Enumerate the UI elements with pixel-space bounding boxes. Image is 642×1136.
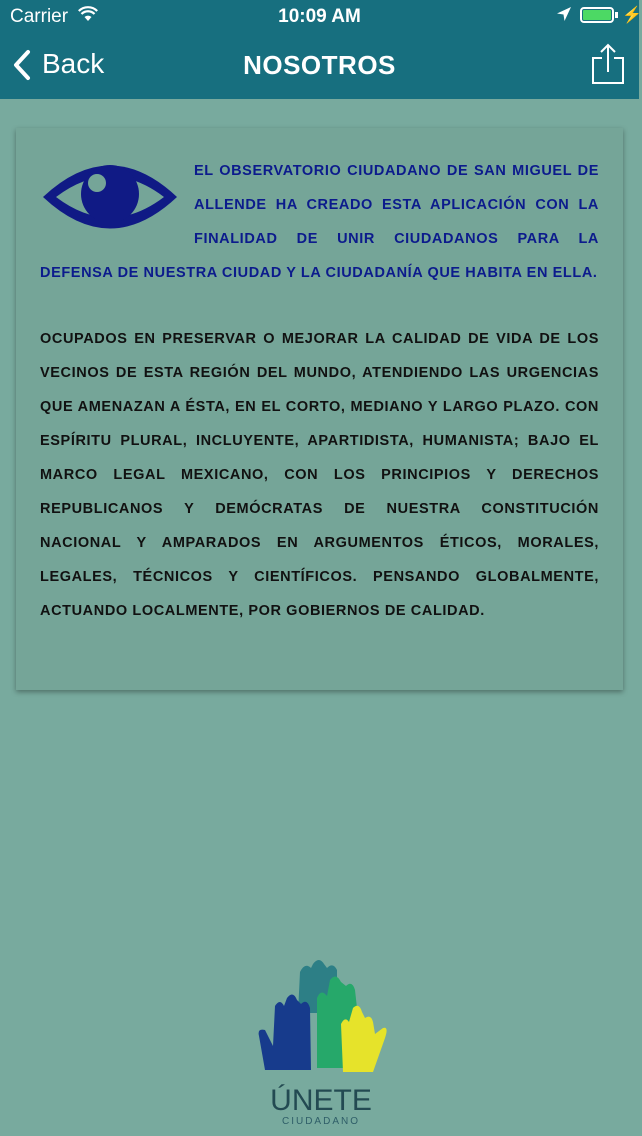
intro-paragraph: EL OBSERVATORIO CIUDADANO DE SAN MIGUEL DE ALLENDE HA CREADO ESTA APLICACIÓN CON LA FINALIDAD DE UNIR CIUDADANOS PARA LA DEFENSA DE NUESTRA CIUDAD Y LA CIUDADANÍA QUE HABITA EN ELLA. <box>40 163 599 281</box>
battery-nub <box>615 12 618 18</box>
page-title: NOSOTROS <box>243 50 396 80</box>
about-content <box>40 154 599 628</box>
location-icon <box>556 6 572 22</box>
battery-icon <box>580 7 614 23</box>
eye-icon <box>40 154 180 240</box>
about-card <box>16 128 623 690</box>
status-bar <box>0 0 642 32</box>
carrier-label: Carrier <box>10 6 69 27</box>
logo-subtitle: CIUDADANO <box>281 1116 360 1127</box>
mission-paragraph: OCUPADOS EN PRESERVAR O MEJORAR LA CALIDAD DE VIDA DE LOS VECINOS DE ESTA REGIÓN DEL MUNDO, ATENDIENDO LAS URGENCIAS QUE AMENAZAN A ÉSTA, EN EL CORTO, MEDIANO Y LARGO PLAZO. CON ESPÍRITU PLURAL, INCLUYENTE, APARTIDISTA, HUMANISTA; BAJO EL MARCO LEGAL MEXICANO, CON LOS PRINCIPIOS Y DERECHOS REPUBLICANOS Y DEMÓCRATAS DE NUESTRA CONSTITUCIÓN NACIONAL Y AMPARADOS EN ARGUMENTOS ÉTICOS, MORALES, LEGALES, TÉCNICOS Y CIENTÍFICOS. PENSANDO GLOBALMENTE, ACTUANDO LOCALMENTE, POR GOBIERNOS DE CALIDAD. <box>40 331 599 619</box>
back-button-label: Back <box>42 48 105 79</box>
status-time: 10:09 AM <box>278 6 361 27</box>
charging-icon: ⚡ <box>622 7 642 24</box>
nav-header <box>0 0 642 99</box>
share-icon[interactable] <box>590 42 626 86</box>
logo-wordmark: ÚNETE <box>270 1084 372 1117</box>
